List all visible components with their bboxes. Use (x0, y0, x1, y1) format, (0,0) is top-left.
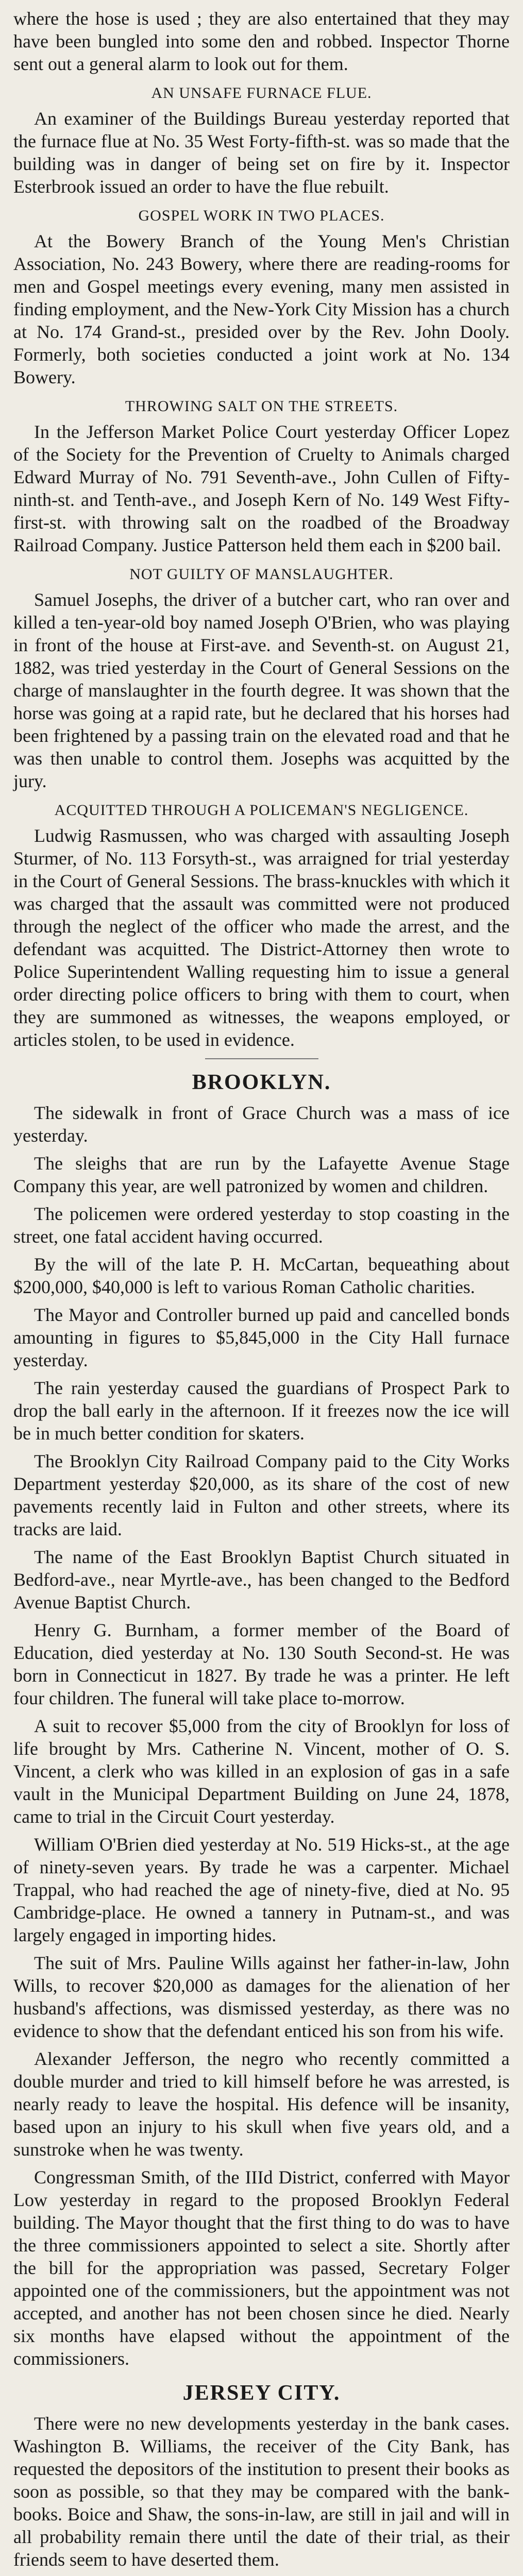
brooklyn-item: The rain yesterday caused the guardians of Prospect Park to drop the ball early in the afternoon. If it freezes now the ice will be in much better condition for skaters. (13, 1378, 510, 1444)
brooklyn-item: Henry G. Burnham, a former member of the Board of Education, died yesterday at No. 130 South Second-st. He was born in Connecticut in 1827. By trade he was a printer. He left four children. The funeral will take place to-morrow. (13, 1620, 510, 1708)
brooklyn-item: The Brooklyn City Railroad Company paid to the City Works Department yesterday $20,000, as its share of the cost of new pavements recently laid in Fulton and other streets, where its tracks are laid. (13, 1451, 510, 1539)
brooklyn-item: The sleighs that are run by the Lafayette Avenue Stage Company this year, are well patronized by women and children. (13, 1153, 510, 1196)
article-not-guilty: Samuel Josephs, the driver of a butcher cart, who ran over and killed a ten-year-old boy named Joseph O'Brien, who was playing in front of the house at First-ave. and Seventh-st. on August 21, 1882, was tried yesterday in the Court of General Sessions on the charge of manslaughter in the fourth degree. It was shown that the horse was going at a rapid rate, but he declared that his horses had been frightened by a passing train on the elevated road and that he was then unable to control them. Josephs was acquitted by the jury. (13, 589, 510, 791)
article-unsafe-furnace-flue: An examiner of the Buildings Bureau yesterday reported that the furnace flue at No. 35 West Forty-fifth-st. was so made that the building was in danger of being set on fire by it. Inspector Esterbrook issued an order to have the flue rebuilt. (13, 108, 510, 197)
brooklyn-item: The name of the East Brooklyn Baptist Church situated in Bedford-ave., near Myrtle-ave., has been changed to the Bedford Avenue Baptist Church. (13, 1547, 510, 1613)
brooklyn-item: The suit of Mrs. Pauline Wills against her father-in-law, John Wills, to recover $20,000 as damages for the alienation of her husband's affections, was dismissed yesterday, as there was no evidence to show that the defendant enticed his son from his wife. (13, 1953, 510, 2041)
article-intro: where the hose is used ; they are also entertained that they may have been bungled into some den and robbed. Inspector Thorne sent out a general alarm to look out for them. (13, 8, 510, 74)
brooklyn-item: The sidewalk in front of Grace Church was a mass of ice yesterday. (13, 1103, 510, 1146)
brooklyn-item: Congressman Smith, of the IIId District, conferred with Mayor Low yesterday in regard to the proposed Brooklyn Federal building. The Mayor thought that the first thing to do was to have the three commissioners appointed to select a site. Shortly after the bill for the appropriation was passed, Secretary Folger appointed one of the commissioners, but the appointment was not accepted, and another has not been chosen since he died. Nearly six months have elapsed without the appointment of the commissioners. (13, 2167, 510, 2369)
brooklyn-item: William O'Brien died yesterday at No. 519 Hicks-st., at the age of ninety-seven years. By trade he was a carpenter. Michael Trappal, who had reached the age of ninety-five, died at No. 95 Cambridge-place. He owned a tannery in Putnam-st., and was largely engaged in importing hides. (13, 1834, 510, 1945)
headline-throwing-salt: THROWING SALT ON THE STREETS. (125, 398, 398, 415)
headline-gospel-work: GOSPEL WORK IN TWO PLACES. (138, 207, 385, 224)
headline-unsafe-furnace-flue: AN UNSAFE FURNACE FLUE. (151, 84, 372, 101)
brooklyn-item: The policemen were ordered yesterday to stop coasting in the street, one fatal accident having occurred. (13, 1204, 510, 1247)
brooklyn-item: A suit to recover $5,000 from the city of Brooklyn for loss of life brought by Mrs. Catherine N. Vincent, mother of O. S. Vincent, a clerk who was killed in an explosion of gas in a safe vault in the Municipal Department Building on June 24, 1878, came to trial in the Circuit Court yesterday. (13, 1716, 510, 1827)
brooklyn-item: By the will of the late P. H. McCartan, bequeathing about $200,000, $40,000 is left to various Roman Catholic charities. (13, 1254, 510, 1297)
article-gospel-work: At the Bowery Branch of the Young Men's Christian Association, No. 243 Bowery, where there are reading-rooms for men and Gospel meetings every evening, many men assisted in finding employment, and the New-York City Mission has a church at No. 174 Grand-st., presided over by the Rev. John Dooly. Formerly, both societies conducted a joint work at No. 134 Bowery. (13, 231, 510, 387)
headline-not-guilty: NOT GUILTY OF MANSLAUGHTER. (129, 566, 394, 583)
jersey-city-item: There were no new developments yesterday in the bank cases. Washington B. Williams, the receiver of the City Bank, has requested the depositors of the institution to present their books as soon as possible, so that they may be compared with the bank-books. Boice and Shaw, the sons-in-law, are still in jail and will in all probability remain there until the date of their trial, as their friends seem to have deserted them. (13, 2413, 510, 2570)
section-brooklyn: BROOKLYN. (192, 1071, 331, 1094)
section-jersey-city: JERSEY CITY. (182, 2381, 341, 2405)
article-throwing-salt: In the Jefferson Market Police Court yesterday Officer Lopez of the Society for the Prevention of Cruelty to Animals charged Edward Murray of No. 791 Seventh-ave., John Cullen of Fifty-ninth-st. and Tenth-ave., and Joseph Kern of No. 149 West Fifty-first-st. with throwing salt on the roadbed of the Broadway Railroad Company. Justice Patterson held them each in $200 bail. (13, 421, 510, 555)
section-divider (205, 1058, 318, 1059)
headline-acquitted: ACQUITTED THROUGH A POLICEMAN'S NEGLIGENCE. (54, 802, 469, 819)
brooklyn-item: Alexander Jefferson, the negro who recently committed a double murder and tried to kill himself before he was arrested, is nearly ready to leave the hospital. His defence will be insanity, based upon an injury to his skull when five years old, and a sunstroke when he was twenty. (13, 2048, 510, 2160)
article-acquitted: Ludwig Rasmussen, who was charged with assaulting Joseph Sturmer, of No. 113 Forsyth-st., was arraigned for trial yesterday in the Court of General Sessions. The brass-knuckles with which it was charged that the assault was committed were not produced through the neglect of the officer who made the arrest, and the defendant was acquitted. The District-Attorney then wrote to Police Superintendent Walling requesting him to issue a general order directing police officers to bring with them to court, when they are summoned as witnesses, the weapons employed, or articles stolen, to be used in evidence. (13, 825, 510, 1050)
brooklyn-item: The Mayor and Controller burned up paid and cancelled bonds amounting in figures to $5,845,000 in the City Hall furnace yesterday. (13, 1304, 510, 1370)
